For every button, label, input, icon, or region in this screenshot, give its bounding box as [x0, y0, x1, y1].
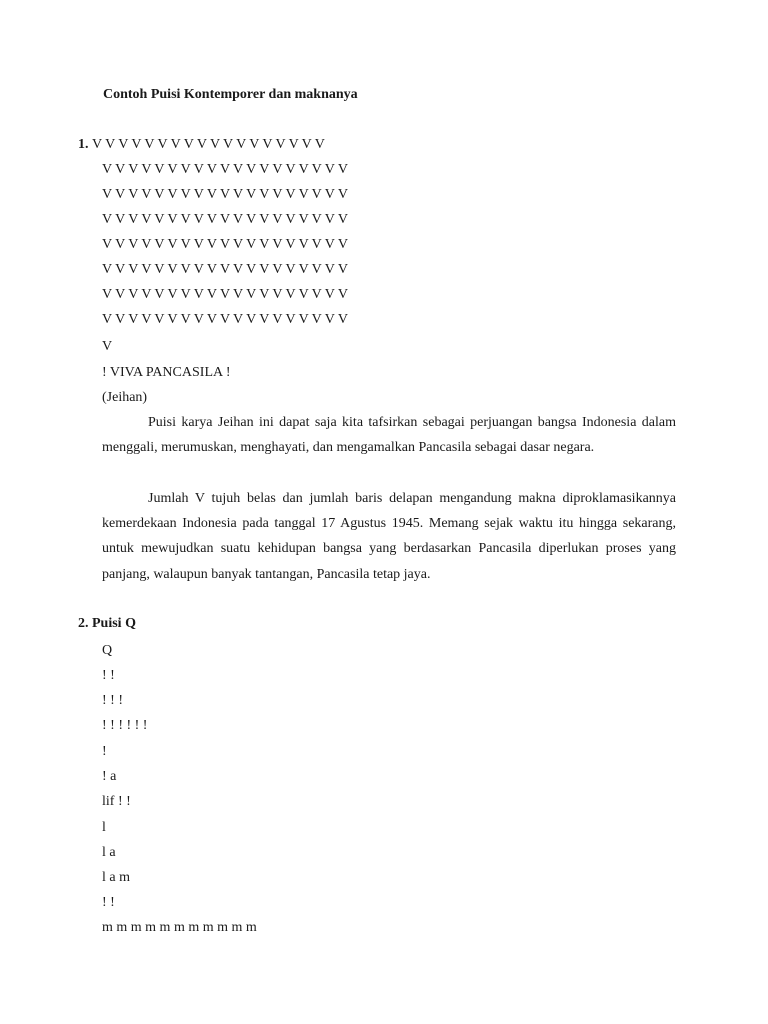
- poem-1-line: V V V V V V V V V V V V V V V V V V V: [102, 312, 348, 327]
- poem-2-line: ! ! ! ! ! !: [102, 718, 148, 733]
- poem-2-line: m m m m m m m m m m m: [102, 920, 257, 935]
- poem-2-line: l: [102, 820, 106, 835]
- poem-2-line: l a: [102, 845, 116, 860]
- poem-2-line: ! !: [102, 895, 115, 910]
- poem-1-author: (Jeihan): [102, 390, 148, 405]
- section-1-heading: [78, 137, 325, 153]
- poem-1-line: V V V V V V V V V V V V V V V V V V V: [102, 187, 348, 202]
- poem-1-line: V V V V V V V V V V V V V V V V V V V: [102, 262, 348, 277]
- poem-1-paragraph-1: Puisi karya Jeihan ini dapat saja kita tafsirkan sebagai perjuangan bangsa Indonesia dalam menggali, merumuskan, menghayati, dan mengamalkan Pancasila sebagai dasar negara.: [102, 415, 676, 456]
- poem-1-paragraph-2: Jumlah V tujuh belas dan jumlah baris delapan mengandung makna diproklamasikannya kemerdekaan Indonesia pada tanggal 17 Agustus 1945. Memang sejak waktu itu hingga sekarang, untuk mewujudkan suatu kehidupan bangsa yang berdasarkan Pancasila diperlukan proses yang panjang, walaupun banyak tantangan, Pancasila tetap jaya.: [102, 491, 676, 582]
- poem-2-line: lif ! !: [102, 794, 131, 809]
- poem-1-line: V V V V V V V V V V V V V V V V V V V: [102, 162, 348, 177]
- poem-1-line: V: [102, 339, 113, 354]
- poem-2-line: Q: [102, 643, 113, 658]
- poem-2-line: ! !: [102, 668, 115, 683]
- poem-2-line: !: [102, 744, 107, 759]
- poem-2-line: l a m: [102, 870, 130, 885]
- poem-1-line: V V V V V V V V V V V V V V V V V V V: [102, 212, 348, 227]
- section-2-heading: [78, 616, 136, 632]
- poem-2-line: ! ! !: [102, 693, 123, 708]
- poem-1-line: ! VIVA PANCASILA !: [102, 365, 231, 380]
- poem-1-line: V V V V V V V V V V V V V V V V V V V: [102, 287, 348, 302]
- poem-1-line: V V V V V V V V V V V V V V V V V V V: [102, 237, 348, 252]
- page-title: Contoh Puisi Kontemporer dan maknanya: [103, 87, 358, 102]
- section-2-title: Puisi Q: [92, 616, 136, 631]
- poem-1-first-line: V V V V V V V V V V V V V V V V V V: [92, 137, 325, 152]
- poem-2-line: ! a: [102, 769, 117, 784]
- section-1-number: 1.: [78, 137, 89, 152]
- section-2-number: 2.: [78, 616, 89, 631]
